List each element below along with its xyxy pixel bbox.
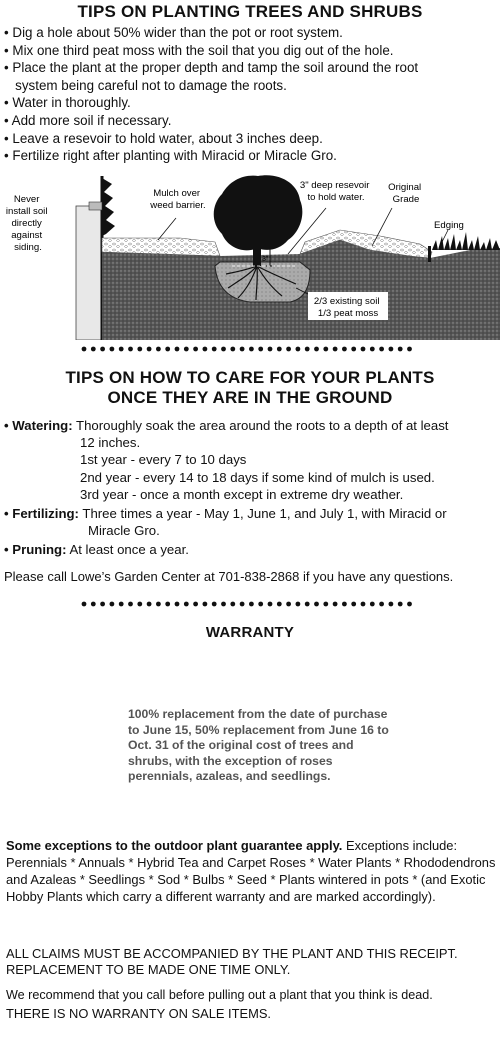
divider-dot: [91, 347, 96, 352]
divider-dot: [230, 347, 235, 352]
dotted-divider: [80, 345, 420, 353]
mulch-label: Mulch over weed barrier.: [150, 188, 206, 211]
divider-dot: [342, 602, 347, 607]
pruning-heading: • Pruning:: [4, 542, 67, 557]
list-item: 3rd year - once a month except in extreme dry weather.: [80, 487, 404, 503]
divider-dot: [128, 602, 133, 607]
divider-dot: [379, 602, 384, 607]
divider-dot: [137, 602, 142, 607]
fertilizing-heading: • Fertilizing:: [4, 506, 79, 521]
planting-bullet-list: [4, 24, 496, 165]
pruning-item: [4, 541, 189, 558]
divider-dot: [398, 602, 403, 607]
list-item: • Leave a resevoir to hold water, about 3 inches deep.: [4, 130, 323, 146]
divider-dot: [370, 602, 375, 607]
watering-heading: • Watering:: [4, 418, 73, 433]
divider-dot: [351, 347, 356, 352]
divider-dot: [240, 602, 245, 607]
care-title-line1: TIPS ON HOW TO CARE FOR YOUR PLANTS: [65, 368, 435, 387]
divider-dot: [203, 602, 208, 607]
recommend-text: We recommend that you call before pulling out a plant that you think is dead.: [6, 988, 433, 1002]
dotted-divider: [80, 600, 420, 608]
divider-dot: [230, 602, 235, 607]
divider-dot: [342, 347, 347, 352]
edging-label: Edging: [434, 220, 464, 231]
divider-dot: [361, 347, 366, 352]
divider-dot: [193, 602, 198, 607]
claims-text: ALL CLAIMS MUST BE ACCOMPANIED BY THE PLANT AND THIS RECEIPT. REPLACEMENT TO BE MADE ONE TIME ONLY.: [6, 946, 458, 978]
divider-dot: [249, 347, 254, 352]
planting-diagram: [0, 170, 500, 340]
divider-dot: [296, 347, 301, 352]
divider-dot: [82, 347, 87, 352]
divider-dot: [110, 602, 115, 607]
divider-dot: [258, 602, 263, 607]
contact-text: Please call Lowe’s Garden Center at 701-838-2868 if you have any questions.: [4, 569, 454, 584]
divider-dot: [314, 602, 319, 607]
divider-dot: [249, 602, 254, 607]
never-install-label: Never install soil directly against siding.: [5, 194, 48, 253]
warranty-line: to June 15, 50% replacement from June 16 to: [128, 722, 389, 737]
divider-dot: [268, 347, 273, 352]
fertilizing-line2: Miracle Gro.: [88, 523, 160, 538]
warranty-line: 100% replacement from the date of purchase: [128, 707, 388, 721]
no-warranty-text: THERE IS NO WARRANTY ON SALE ITEMS.: [6, 1006, 272, 1021]
reservoir-label: 3" deep resevoir to hold water.: [299, 180, 370, 203]
pruning-text: At least once a year.: [69, 542, 189, 557]
divider-dot: [407, 347, 412, 352]
divider-dot: [193, 347, 198, 352]
divider-dot: [221, 602, 226, 607]
divider-dot: [221, 347, 226, 352]
divider-dot: [212, 347, 217, 352]
edging-strip: [428, 246, 431, 262]
divider-dot: [258, 347, 263, 352]
divider-dot: [175, 347, 180, 352]
divider-dot: [165, 347, 170, 352]
divider-dot: [351, 602, 356, 607]
list-item: • Dig a hole about 50% wider than the pot or root system.: [4, 25, 343, 40]
divider-dot: [128, 347, 133, 352]
divider-dot: [110, 347, 115, 352]
divider-dot: [137, 347, 142, 352]
fertilizing-item: [4, 505, 447, 522]
divider-dot: [305, 347, 310, 352]
divider-dot: [370, 347, 375, 352]
original-grade-label: Original Grade: [388, 182, 422, 205]
divider-dot: [323, 602, 328, 607]
divider-dot: [119, 347, 124, 352]
exceptions-text: Exceptions include: Perennials * Annuals * Hybrid Tea and Carpet Roses * Water Plants * Rhododendrons and Azaleas * Seedlings * Sod * Bulbs * Seed * Plants wintered in pots * (and Exotic Hobby Plants which carry a different warranty and are marked accordingly).: [6, 838, 496, 904]
watering-text: Thoroughly soak the area around the roots to a depth of at least: [76, 418, 449, 433]
list-item: • Mix one third peat moss with the soil that you dig out of the hole.: [4, 42, 394, 58]
divider-dot: [184, 602, 189, 607]
care-title-line2: ONCE THEY ARE IN THE GROUND: [107, 388, 393, 407]
warranty-line: shrubs, with the exception of roses: [128, 753, 333, 768]
divider-dot: [240, 347, 245, 352]
divider-dot: [100, 347, 105, 352]
fertilizing-text: Three times a year - May 1, June 1, and July 1, with Miracid or: [82, 506, 447, 521]
divider-dot: [82, 602, 87, 607]
divider-dot: [147, 347, 152, 352]
divider-dot: [398, 347, 403, 352]
divider-dot: [305, 602, 310, 607]
warranty-terms: [128, 707, 400, 785]
list-item: system being careful not to damage the roots.: [4, 77, 287, 93]
warranty-line: Oct. 31 of the original cost of trees and: [128, 738, 354, 752]
divider-dot: [286, 347, 291, 352]
list-item: 12 inches.: [80, 435, 141, 450]
divider-dot: [175, 602, 180, 607]
exceptions-heading: Some exceptions to the outdoor plant guarantee apply.: [6, 838, 343, 853]
soil-mix-label: 2/3 existing soil 1/3 peat moss: [313, 296, 380, 319]
warranty-line: perennials, azaleas, and seedlings.: [128, 769, 331, 783]
divider-dot: [361, 602, 366, 607]
exceptions-paragraph: [6, 837, 496, 905]
watering-item: [4, 417, 448, 434]
planting-title: TIPS ON PLANTING TREES AND SHRUBS: [77, 2, 423, 21]
list-item: • Add more soil if necessary.: [4, 112, 172, 128]
divider-dot: [91, 602, 96, 607]
list-item: 2nd year - every 14 to 18 days if some kind of mulch is used.: [80, 469, 435, 485]
divider-dot: [296, 602, 301, 607]
list-item: • Place the plant at the proper depth and tamp the soil around the root: [4, 60, 419, 76]
divider-dot: [156, 347, 161, 352]
divider-dot: [203, 347, 208, 352]
divider-dot: [323, 347, 328, 352]
divider-dot: [184, 347, 189, 352]
watering-details: [80, 434, 435, 504]
divider-dot: [314, 347, 319, 352]
divider-dot: [389, 602, 394, 607]
divider-dot: [333, 347, 338, 352]
divider-dot: [268, 602, 273, 607]
divider-dot: [277, 347, 282, 352]
divider-dot: [147, 602, 152, 607]
divider-dot: [286, 602, 291, 607]
divider-dot: [277, 602, 282, 607]
warranty-title: WARRANTY: [205, 624, 295, 641]
divider-dot: [379, 347, 384, 352]
divider-dot: [119, 602, 124, 607]
list-item: • Fertilize right after planting with Miracid or Miracle Gro.: [4, 148, 337, 164]
depth-label: 3": [262, 256, 269, 263]
list-item: 1st year - every 7 to 10 days: [80, 452, 247, 468]
divider-dot: [407, 602, 412, 607]
divider-dot: [389, 347, 394, 352]
divider-dot: [212, 602, 217, 607]
divider-dot: [100, 602, 105, 607]
list-item: • Water in thoroughly.: [4, 95, 131, 111]
divider-dot: [156, 602, 161, 607]
divider-dot: [333, 602, 338, 607]
divider-dot: [165, 602, 170, 607]
